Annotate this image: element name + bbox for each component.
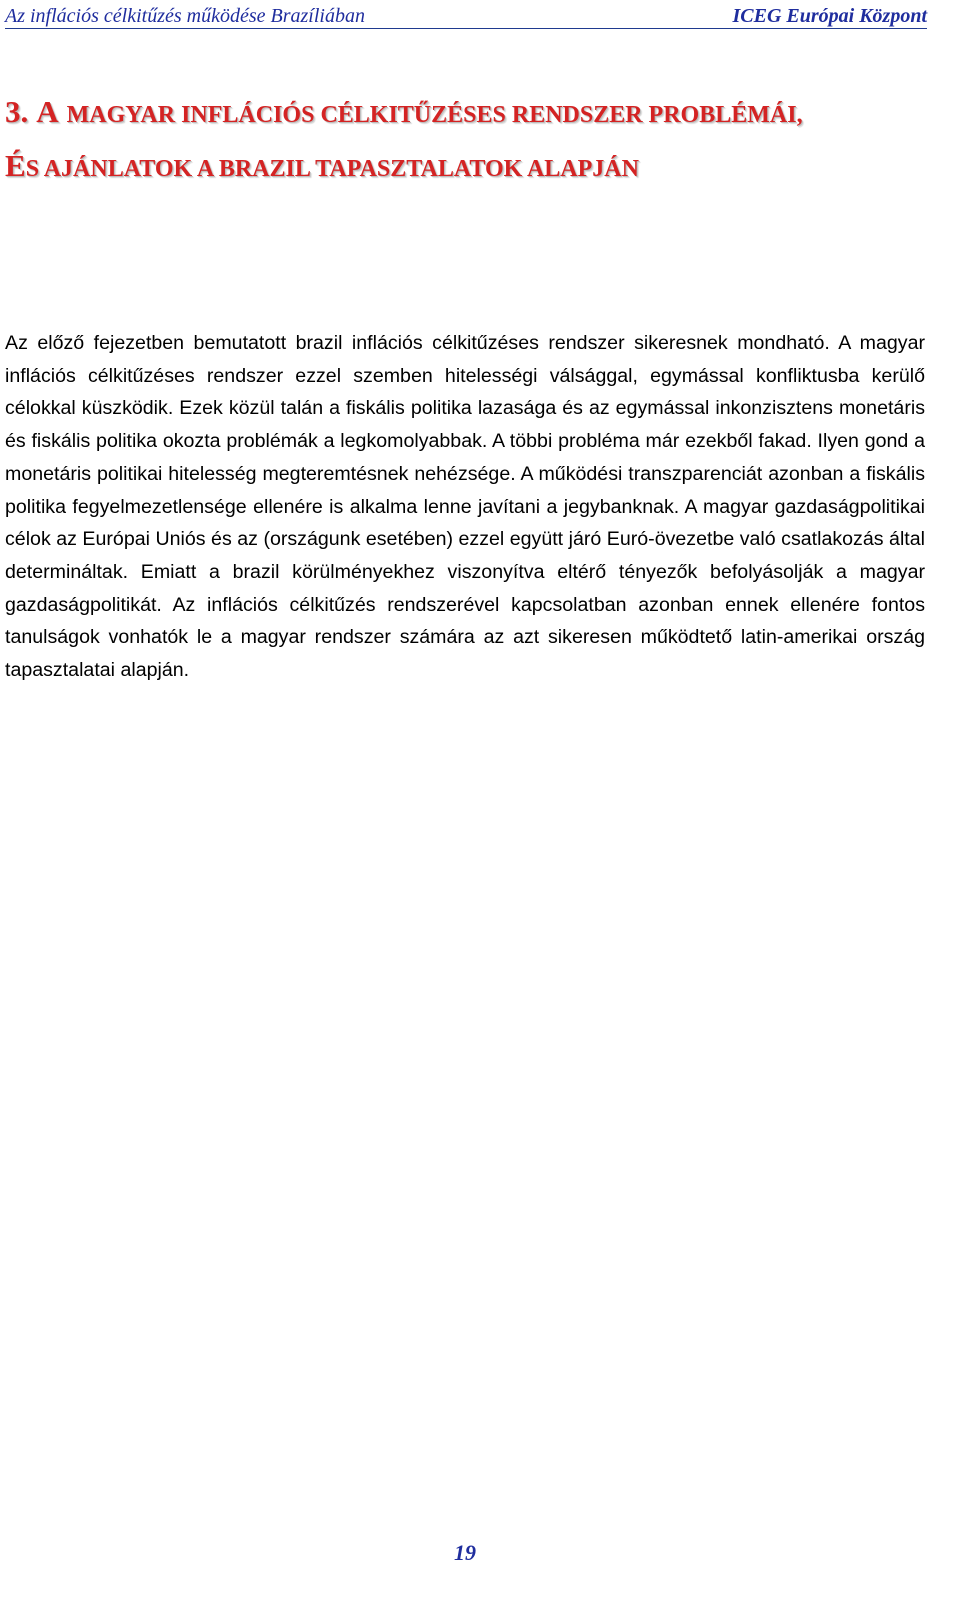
running-header — [5, 2, 927, 29]
chapter-title-line-2 — [5, 138, 930, 192]
header-organization: ICEG Európai Központ — [732, 5, 927, 27]
chapter-title-initial: A — [36, 94, 59, 129]
body-paragraph: Az előző fejezetben bemutatott brazil inflációs célkitűzéses rendszer sikeresnek mondható. A magyar inflációs célkitűzéses rendszer ezzel szemben hitelességi válsággal, egymással konfliktusba kerülő célokkal küszködik. Ezek közül talán a fiskális politika lazasága és az egymással inkonzisztens monetáris és fiskális politika okozta problémák a legkomolyabbak. A többi probléma már ezekből fakad. Ilyen gond a monetáris politikai hitelesség megteremtésnek nehézsége. A működési transzparenciát azonban a fiskális politika fegyelmezetlensége ellenére is alkalma lenne javítani a jegybanknak. A magyar gazdaságpolitikai célok az Európai Uniós és az (országunk esetében) ezzel együtt járó Euró-övezetbe való csatlakozás által determináltak. Emiatt a brazil körülményekhez viszonyítva eltérő tényezők befolyásolják a magyar gazdaságpolitikát. Az inflációs célkitűzés rendszerével kapcsolatban azonban ennek ellenére fontos tanulságok vonhatók le a magyar rendszer számára az azt sikeresen működtető latin-amerikai ország tapasztalatai alapján. — [5, 332, 925, 682]
chapter-title-line-2-text: S AJÁNLATOK A BRAZIL TAPASZTALATOK ALAPJÁN — [25, 156, 639, 182]
header-document-title: Az inflációs célkitűzés működése Brazíliában — [5, 5, 365, 27]
chapter-title-line-2-initial: É — [5, 148, 26, 183]
chapter-title — [5, 84, 930, 192]
chapter-number: 3. — [5, 94, 29, 129]
chapter-title-line-1 — [5, 84, 930, 138]
page-number: 19 — [454, 1540, 476, 1565]
chapter-title-line-1-text: MAGYAR INFLÁCIÓS CÉLKITŰZÉSES RENDSZER PROBLÉMÁI, — [66, 102, 803, 128]
